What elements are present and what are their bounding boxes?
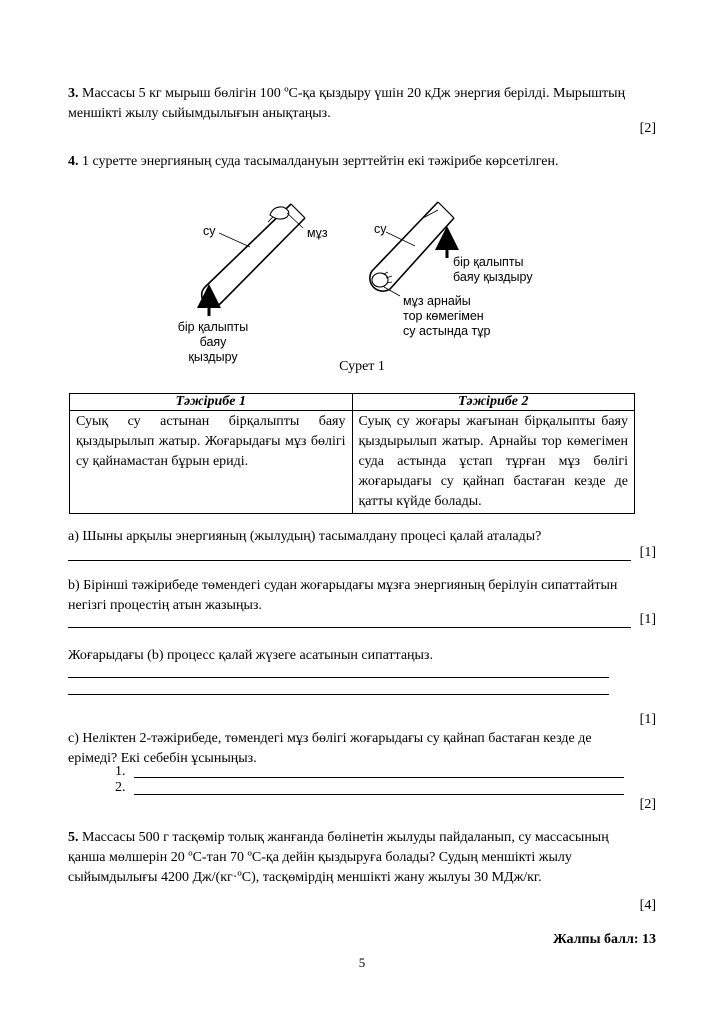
q5-line3: сыйымдылығы 4200 Дж/(кг·ºС), тасқөмірдің меншікті жану жылуы 30 МДж/кг. — [68, 870, 542, 885]
q4b-answer-line[interactable] — [68, 627, 631, 628]
q4b2-text: Жоғарыдағы (b) процесс қалай жүзеге асатынын сипаттаңыз. — [68, 648, 433, 663]
right-heat-line2: баяу қыздыру — [453, 270, 533, 284]
q4b-score: [1] — [639, 612, 656, 627]
q4b-line1: b) Бірінші тәжірибеде төмендегі судан жоғарыдағы мұзға энергияның берілуін сипаттайтын — [68, 578, 618, 593]
q4c-line2: ерімеді? Екі себебін ұсыныңыз. — [68, 751, 257, 766]
right-water-label: су — [374, 222, 387, 236]
table-header-row — [70, 394, 635, 411]
left-ice-label: мұз — [307, 226, 328, 240]
q4c-answer-line-2[interactable] — [134, 794, 624, 795]
q4c-answer-line-1[interactable] — [134, 777, 624, 778]
left-heat-line2: баяу қыздыру — [188, 335, 238, 364]
table-row — [70, 411, 635, 514]
table-header-exp1: Тәжірибе 1 — [70, 394, 353, 411]
q4c-line1: c) Неліктен 2-тәжірибеде, төмендегі мұз бөлігі жоғарыдағы су қайнап бастаған кезде де — [68, 731, 592, 746]
q4c-text — [68, 729, 656, 769]
left-heat-line1: бір қалыпты — [177, 320, 249, 334]
q4c-item2-number: 2. — [115, 780, 126, 795]
right-water-pointer — [386, 232, 415, 246]
q4-intro-text: 1 суретте энергияның суда тасымалдануын зерттейтін екі тәжірибе көрсетілген. — [82, 154, 559, 169]
q3-line2: меншікті жылу сыйымдылығын анықтаңыз. — [68, 106, 331, 121]
left-ice-piece — [270, 207, 289, 219]
q4b2-answer-line-2[interactable] — [68, 694, 609, 695]
right-ice-line2: тор көмегімен — [403, 309, 484, 323]
q4-number: 4. — [68, 154, 79, 169]
right-heat-line1: бір қалыпты — [453, 255, 524, 269]
left-water-pointer — [219, 233, 250, 247]
right-ice-piece — [372, 272, 392, 287]
figure-caption: Сурет 1 — [339, 359, 385, 374]
q4a-answer-line[interactable] — [68, 560, 631, 561]
q5-line2: қанша мөлшерін 20 ºС-тан 70 ºС-қа дейін қыздыруға болады? Судың меншікті жылу — [68, 850, 572, 865]
q3-line1: Массасы 5 кг мырыш бөлігін 100 ºС-қа қыздыру үшін 20 кДж энергия берілді. Мырыштың — [82, 86, 626, 101]
q4b-line2: негізгі процестің атын жазыңыз. — [68, 598, 262, 613]
q5-line1: Массасы 500 г тасқөмір толық жанғанда бөлінетін жылуды пайдаланып, су массасының — [82, 830, 609, 845]
q4c-score: [2] — [639, 797, 656, 812]
q4b-text — [68, 576, 656, 616]
right-heat-label — [453, 255, 533, 285]
right-ice-line1: мұз арнайы — [403, 294, 471, 308]
total-score: Жалпы балл: 13 — [553, 932, 656, 947]
figure-1-diagram — [0, 0, 724, 360]
experiment-table — [69, 393, 635, 514]
left-water-label: су — [203, 224, 216, 238]
q4a-text: a) Шыны арқылы энергияның (жылудың) тасымалдану процесі қалай аталады? — [68, 529, 542, 544]
q3-number: 3. — [68, 86, 79, 101]
q5-number: 5. — [68, 830, 79, 845]
right-ice-pointer — [384, 287, 400, 296]
left-test-tube — [202, 204, 305, 306]
q4b2-score: [1] — [639, 712, 656, 727]
table-cell-exp2: Суық су жоғары жағынан бірқалыпты баяу қыздырылып жатыр. Арнайы тор көмегімен суда астында ұстап тұрған мұз бөлігі жоғарыдағы су қайнап бастаған кезде де қатты күйде болады. — [352, 411, 635, 514]
q5-score: [4] — [639, 898, 656, 913]
right-ice-label — [403, 294, 490, 339]
q4a-score: [1] — [639, 545, 656, 560]
q4c-item1-number: 1. — [115, 764, 126, 779]
q4b2-answer-line-1[interactable] — [68, 677, 609, 678]
table-cell-exp1: Суық су астынан бірқалыпты баяу қыздырылып жатыр. Жоғарыдағы мұз бөлігі су қайнамастан бұрын ериді. — [70, 411, 353, 514]
q3-score: [2] — [639, 121, 656, 136]
q5-text — [68, 828, 656, 888]
table-header-exp2: Тәжірибе 2 — [352, 394, 635, 411]
page-number: 5 — [358, 955, 366, 970]
right-ice-line3: су астында тұр — [403, 324, 491, 338]
left-ice-pointer — [287, 213, 303, 228]
